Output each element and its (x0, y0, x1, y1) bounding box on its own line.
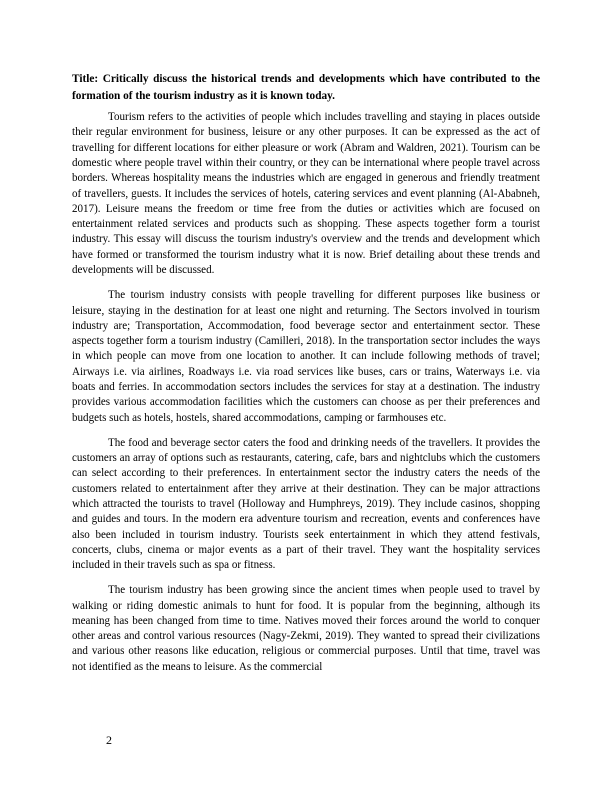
paragraph-history: The tourism industry has been growing since the ancient times when people used to travel by walking or riding domestic animals to hunt for food. It is popular from the beginning, although its meaning has been changed from time to time. Natives moved their forces around the world to conquer other areas and control various resources (Nagy-Zekmi, 2019). They wanted to spread their civilizations and various other reasons like education, religious or commercial purposes. Until that time, travel was not identified as the means to leisure. As the commercial (72, 584, 540, 673)
paragraph-introduction: Tourism refers to the activities of people which includes travelling and staying in places outside their regular environment for business, leisure or any other purposes. It can be expressed as the act of travelling for different locations for either pleasure or work (Abram and Waldren, 2021). Tourism can be domestic where people travel within their country, or they can be international where people travel across borders. Whereas hospitality means the industries which are engaged in generous and friendly treatment of travellers, guests. It includes the services of hotels, catering services and event planning (Al-Ababneh, 2017). Leisure means the freedom or time free from the duties or activities which are focused on entertainment related services and products such as shopping. These aspects together form a tourist industry. This essay will discuss the tourism industry's overview and the trends and development which have formed or transformed the tourism industry what it is now. Brief detailing about these trends and developments will be discussed. (72, 111, 540, 276)
page-body (72, 71, 540, 685)
paragraph-food-entertainment: The food and beverage sector caters the food and drinking needs of the travellers. It provides the customers an array of options such as restaurants, catering, cafe, bars and nightclubs which the customers can select according to their preferences. In entertainment sector the industry caters the needs of the customers related to entertainment after they arrive at their destination. They can be major attractions which attracted the tourists to travel (Holloway and Humphreys, 2019). They include casinos, shopping and guides and tours. In the modern era adventure tourism and recreation, events and conferences have also been included in tourism industry. Tourists seek entertainment in which they attend festivals, concerts, clubs, cinema or major events as a part of their travel. They want the hospitality services included in their travels such as spa or fitness. (72, 436, 540, 572)
essay-title: Title: Critically discuss the historical trends and developments which have contributed to the formation of the tourism industry as it is known today. (72, 73, 540, 102)
page-number: 2 (106, 733, 112, 747)
paragraph-industry-sectors: The tourism industry consists with people travelling for different purposes like business or leisure, staying in the destination for at least one night and returning. The Sectors involved in tourism industry are; Transportation, Accommodation, food beverage sector and entertainment sector. These aspects together form a tourism industry (Camilleri, 2018). In the transportation sector includes the ways in which people can move from one location to another. It can include following methods of travel; Airways i.e. via airlines, Roadways i.e. via road services like buses, cars or trains, Waterways i.e. via boats and ferries. In accommodation sectors includes the services for stay at a destination. The industry provides various accommodation facilities which the customers can choose as per their preferences and budgets such as hotels, hostels, shared accommodations, camping or farmhouses etc. (72, 289, 540, 424)
